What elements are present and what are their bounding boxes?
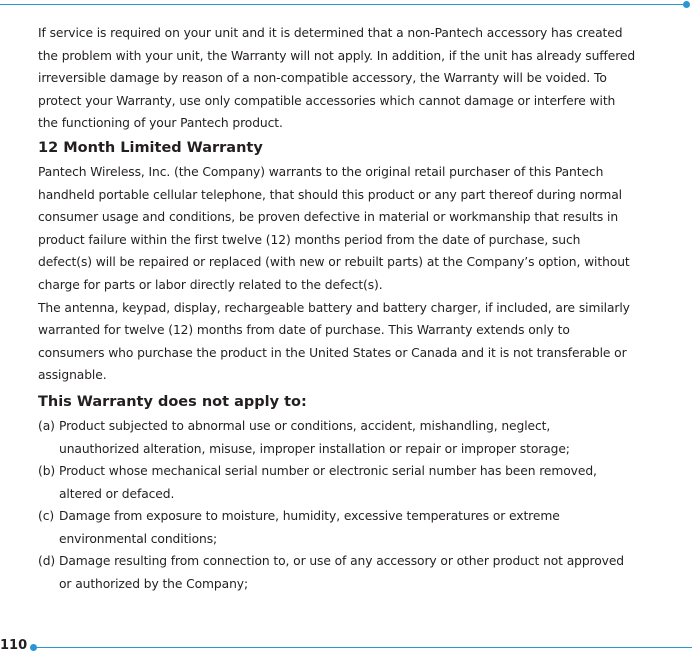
exclusion-label: (c): [38, 509, 55, 524]
warranty-paragraph-2: The antenna, keypad, display, rechargeable battery and battery charger, if included, are similarly warranted for twelve (12) months from date of purchase. This Warranty extends only to consumers who purchase the product in the United States or Canada and it is not transferable or assignable.: [38, 300, 630, 383]
top-divider-dot: [683, 1, 690, 8]
bottom-divider-rule: [36, 647, 692, 648]
exclusion-text: Damage from exposure to moisture, humidity, excessive temperatures or extreme environmental conditions;: [59, 509, 560, 546]
exclusion-item-b: [38, 460, 608, 505]
exclusion-text: Product whose mechanical serial number or electronic serial number has been removed, altered or defaced.: [59, 464, 597, 501]
exclusion-item-d: [38, 550, 638, 595]
exclusion-label: (b): [38, 464, 56, 479]
limited-warranty-heading: 12 Month Limited Warranty: [38, 139, 263, 156]
exclusion-item-c: [38, 505, 578, 550]
warranty-paragraph-1: Pantech Wireless, Inc. (the Company) warrants to the original retail purchaser of this Pantech handheld portable cellular telephone, that should this product or any part thereof during normal consumer usage and conditions, be proven defective in material or workmanship that results in product failure within the first twelve (12) months period from the date of purchase, such defect(s) will be repaired or replaced (with new or rebuilt parts) at the Company’s option, without charge for parts or labor directly related to the defect(s).: [38, 164, 630, 292]
page-content: [38, 22, 638, 596]
page-number: 110: [0, 638, 28, 653]
exclusion-text: Damage resulting from connection to, or use of any accessory or other product not approved or authorized by the Company;: [59, 554, 625, 592]
intro-paragraph: If service is required on your unit and it is determined that a non-Pantech accessory has created the problem with your unit, the Warranty will not apply. In addition, if the unit has already suffered irreversible damage by reason of a non-compatible accessory, the Warranty will be voided. To protect your Warranty, use only compatible accessories which cannot damage or interfere with the functioning of your Pantech product.: [38, 26, 636, 131]
exclusion-text: Product subjected to abnormal use or conditions, accident, mishandling, neglect, unauthorized alteration, misuse, improper installation or repair or improper storage;: [59, 418, 570, 456]
exclusion-label: (d): [38, 554, 56, 569]
exclusions-heading: This Warranty does not apply to:: [38, 393, 307, 410]
exclusion-label: (a): [38, 418, 55, 433]
top-divider-rule: [0, 4, 684, 5]
exclusion-item-a: [38, 415, 578, 460]
